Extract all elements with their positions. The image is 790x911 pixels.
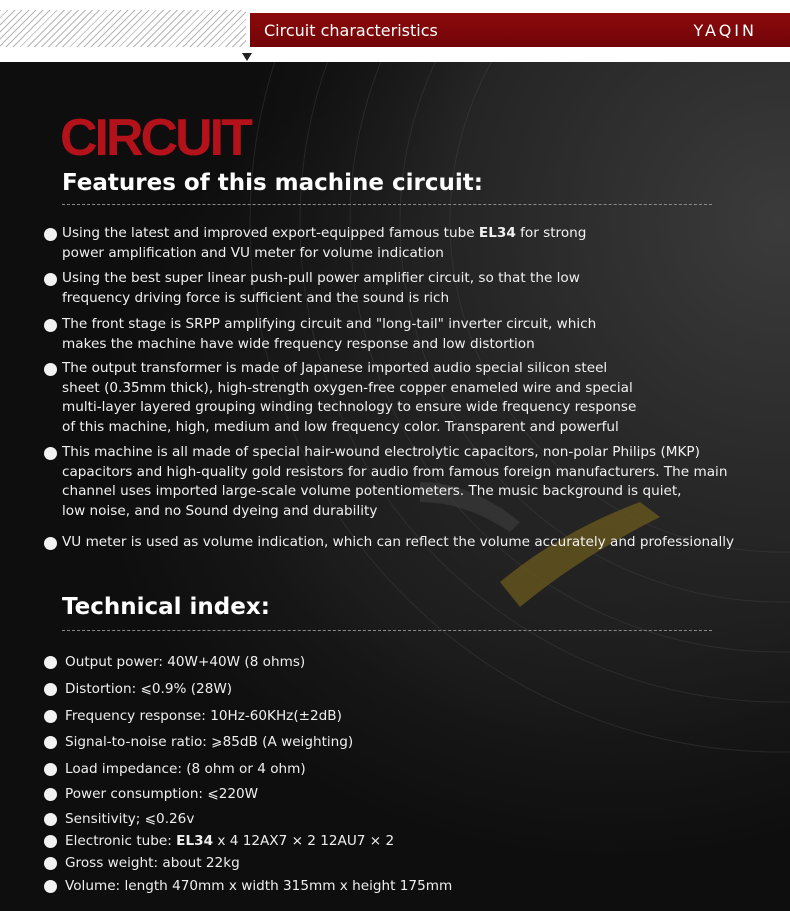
spec-text: Electronic tube: xyxy=(65,833,177,849)
content-panel xyxy=(0,62,790,911)
bullet-icon xyxy=(44,710,57,723)
features-heading: Features of this machine circuit: xyxy=(62,170,483,196)
feature-item xyxy=(44,224,586,263)
dotted-divider xyxy=(62,630,712,631)
bullet-icon xyxy=(44,880,57,893)
feature-item xyxy=(44,533,734,553)
feature-text-bold: EL34 xyxy=(478,225,516,241)
feature-text: capacitors and high-quality gold resistors for audio from famous foreign manufacturers. The main xyxy=(62,463,728,480)
bullet-icon xyxy=(44,537,57,550)
spec-text: Load impedance: (8 ohm or 4 ohm) xyxy=(65,761,306,777)
spec-text: Signal-to-noise ratio: ⩾85dB (A weighting) xyxy=(65,734,354,750)
feature-item xyxy=(44,315,596,354)
spec-text: Power consumption: ⩽220W xyxy=(65,786,259,802)
spec-item xyxy=(44,810,194,828)
bullet-icon xyxy=(44,763,57,776)
brand-logo: YAQIN xyxy=(693,21,757,40)
spec-text: Volume: length 470mm x width 315mm x height 175mm xyxy=(65,878,453,894)
pointer-triangle-icon xyxy=(242,53,252,61)
bullet-icon xyxy=(44,228,57,241)
spec-item xyxy=(44,653,305,671)
bullet-icon xyxy=(44,363,57,376)
spec-item xyxy=(44,877,452,895)
feature-text: This machine is all made of special hair-wound electrolytic capacitors, non-polar Philips (MKP) xyxy=(62,444,700,460)
feature-text: The output transformer is made of Japanese imported audio special silicon steel xyxy=(62,360,608,376)
feature-text: for strong xyxy=(515,225,587,241)
spec-text: Distortion: ⩽0.9% (28W) xyxy=(65,681,233,697)
spec-item xyxy=(44,854,240,872)
bullet-icon xyxy=(44,683,57,696)
feature-text: of this machine, high, medium and low frequency color. Transparent and powerful xyxy=(62,418,619,435)
feature-text: VU meter is used as volume indication, which can reflect the volume accurately and professionally xyxy=(62,534,735,550)
feature-text: makes the machine have wide frequency response and low distortion xyxy=(62,335,535,352)
spec-item xyxy=(44,707,342,725)
title-bar xyxy=(250,13,790,47)
spec-text: x 4 12AX7 × 2 12AU7 × 2 xyxy=(213,833,395,849)
feature-text: power amplification and VU meter for volume indication xyxy=(62,244,444,261)
feature-text: sheet (0.35mm thick), high-strength oxygen-free copper enameled wire and special xyxy=(62,379,633,396)
feature-item xyxy=(44,359,636,437)
dotted-divider xyxy=(62,204,712,205)
spec-item xyxy=(44,733,353,751)
bullet-icon xyxy=(44,835,57,848)
spec-item xyxy=(44,760,306,778)
bullet-icon xyxy=(44,736,57,749)
spec-text: Gross weight: about 22kg xyxy=(65,855,240,871)
spec-text: Sensitivity; ⩽0.26v xyxy=(65,811,195,827)
feature-text: Using the best super linear push-pull power amplifier circuit, so that the low xyxy=(62,270,580,286)
feature-text: The front stage is SRPP amplifying circuit and "long-tail" inverter circuit, which xyxy=(62,316,597,332)
feature-text: low noise, and no Sound dyeing and durability xyxy=(62,502,378,519)
bullet-icon xyxy=(44,273,57,286)
bullet-icon xyxy=(44,813,57,826)
feature-text: channel uses imported large-scale volume potentiometers. The music background is quiet, xyxy=(62,483,682,500)
technical-heading: Technical index: xyxy=(62,594,270,620)
feature-text: Using the latest and improved export-equipped famous tube xyxy=(62,225,479,241)
hatch-decoration xyxy=(0,10,246,47)
bullet-icon xyxy=(44,656,57,669)
bullet-icon xyxy=(44,857,57,870)
spec-text: Frequency response: 10Hz-60KHz(±2dB) xyxy=(65,708,342,724)
spec-item xyxy=(44,785,258,803)
section-title: Circuit characteristics xyxy=(264,21,438,40)
feature-text: frequency driving force is sufficient and the sound is rich xyxy=(62,289,450,306)
spec-text-bold: EL34 xyxy=(176,833,214,849)
page-header xyxy=(0,0,790,62)
spec-text: Output power: 40W+40W (8 ohms) xyxy=(65,654,306,670)
feature-item xyxy=(44,443,727,521)
bullet-icon xyxy=(44,319,57,332)
circuit-title: CIRCUIT xyxy=(60,109,250,167)
bullet-icon xyxy=(44,447,57,460)
bullet-icon xyxy=(44,788,57,801)
feature-text: multi-layer layered grouping winding technology to ensure wide frequency response xyxy=(62,399,637,416)
spec-item xyxy=(44,680,232,698)
feature-item xyxy=(44,269,580,308)
spec-item xyxy=(44,832,394,850)
